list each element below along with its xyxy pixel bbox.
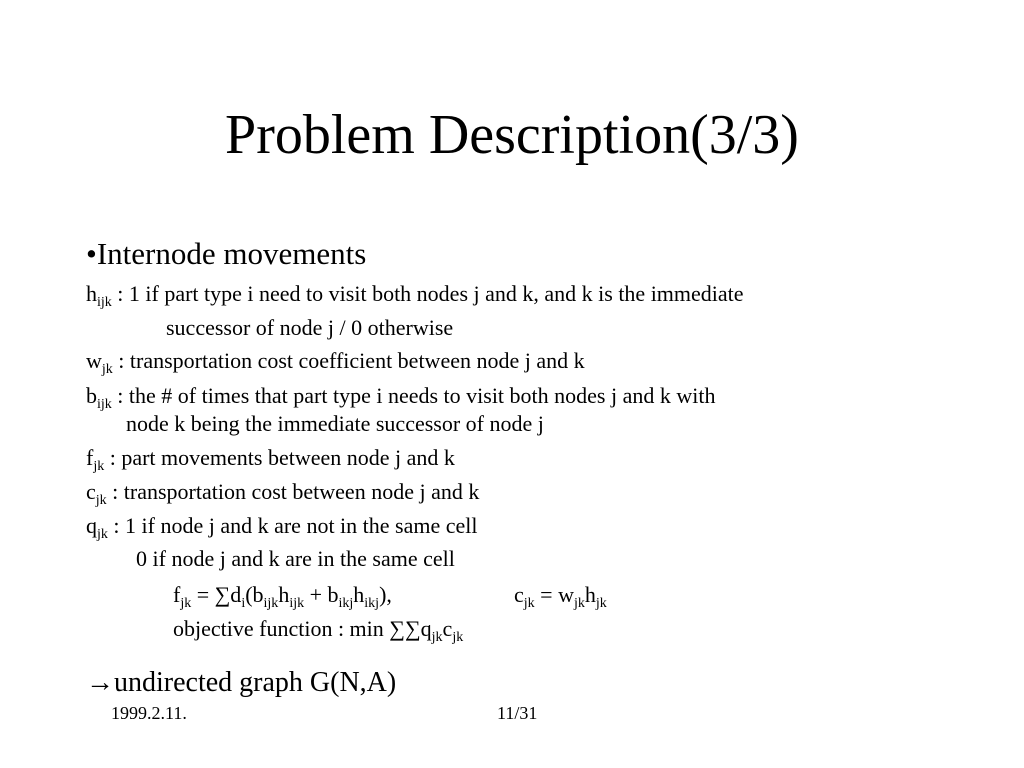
- c-subscript: jk: [95, 493, 107, 508]
- w-symbol: w: [86, 348, 102, 373]
- c-definition-text: : transportation cost between node j and k: [106, 479, 480, 504]
- formula-close: ),: [379, 582, 392, 607]
- c-symbol: c: [86, 479, 96, 504]
- b-symbol: b: [86, 383, 97, 408]
- formula-c-symbol: c: [514, 582, 524, 607]
- formula-h1-symbol: h: [278, 582, 290, 607]
- footer-page-number: 11/31: [497, 703, 538, 723]
- h-definition: [86, 281, 744, 310]
- q-definition-text: : 1 if node j and k are not in the same cell: [107, 513, 478, 538]
- objective-c-subscript: jk: [452, 630, 464, 645]
- w-definition-text: : transportation cost coefficient between node j and k: [112, 348, 585, 373]
- b-subscript: ijk: [97, 397, 112, 412]
- h-symbol: h: [86, 281, 97, 306]
- formula-b2-subscript: ikj: [338, 596, 354, 611]
- q-symbol: q: [86, 513, 97, 538]
- f-definition: [86, 445, 455, 474]
- w-subscript: jk: [101, 362, 113, 377]
- h-definition-continuation: successor of node j / 0 otherwise: [166, 315, 454, 340]
- footer-date: 1999.2.11.: [111, 703, 187, 723]
- f-definition-text: : part movements between node j and k: [104, 445, 455, 470]
- formula-plus-b: + b: [304, 582, 339, 607]
- h-definition-text: : 1 if part type i need to visit both nodes j and k, and k is the immediate: [111, 281, 744, 306]
- formula-h2-symbol: h: [353, 582, 365, 607]
- formula-f: [173, 582, 392, 611]
- formula-f-symbol: f: [173, 582, 181, 607]
- q-subscript: jk: [97, 527, 108, 542]
- slide-title: Problem Description(3/3): [225, 104, 799, 166]
- q-definition-continuation: 0 if node j and k are in the same cell: [136, 546, 455, 571]
- objective-c-symbol: c: [442, 616, 453, 641]
- b-definition-continuation: node k being the immediate successor of node j: [126, 411, 544, 436]
- b-definition: [86, 383, 716, 412]
- formula-h2-subscript: ikj: [364, 596, 380, 611]
- h-subscript: ijk: [97, 295, 112, 310]
- conclusion-line: →undirected graph G(N,A): [86, 667, 397, 698]
- q-definition: [86, 513, 478, 542]
- b-definition-text: : the # of times that part type i needs to visit both nodes j and k with: [111, 383, 716, 408]
- formula-open-b: (b: [245, 582, 264, 607]
- formula-h-subscript: jk: [595, 596, 607, 611]
- objective-q-subscript: jk: [431, 630, 443, 645]
- f-subscript: jk: [93, 459, 105, 474]
- formula-sum-d: = ∑d: [191, 582, 242, 607]
- section-bullet: •Internode movements: [86, 236, 367, 271]
- formula-c: [514, 582, 607, 611]
- formula-w-subscript: jk: [573, 596, 585, 611]
- formula-eq-w: = w: [534, 582, 574, 607]
- formula-c-subscript: jk: [523, 596, 535, 611]
- formula-b1-subscript: ijk: [263, 596, 279, 611]
- formula-f-subscript: jk: [180, 596, 192, 611]
- formula-h-symbol: h: [584, 582, 596, 607]
- formula-d-subscript: i: [241, 596, 246, 611]
- formula-h1-subscript: ijk: [289, 596, 305, 611]
- objective-text: objective function : min ∑∑q: [173, 616, 432, 641]
- objective-function: [173, 616, 464, 645]
- c-definition: [86, 479, 480, 508]
- w-definition: [86, 348, 585, 377]
- f-symbol: f: [86, 445, 94, 470]
